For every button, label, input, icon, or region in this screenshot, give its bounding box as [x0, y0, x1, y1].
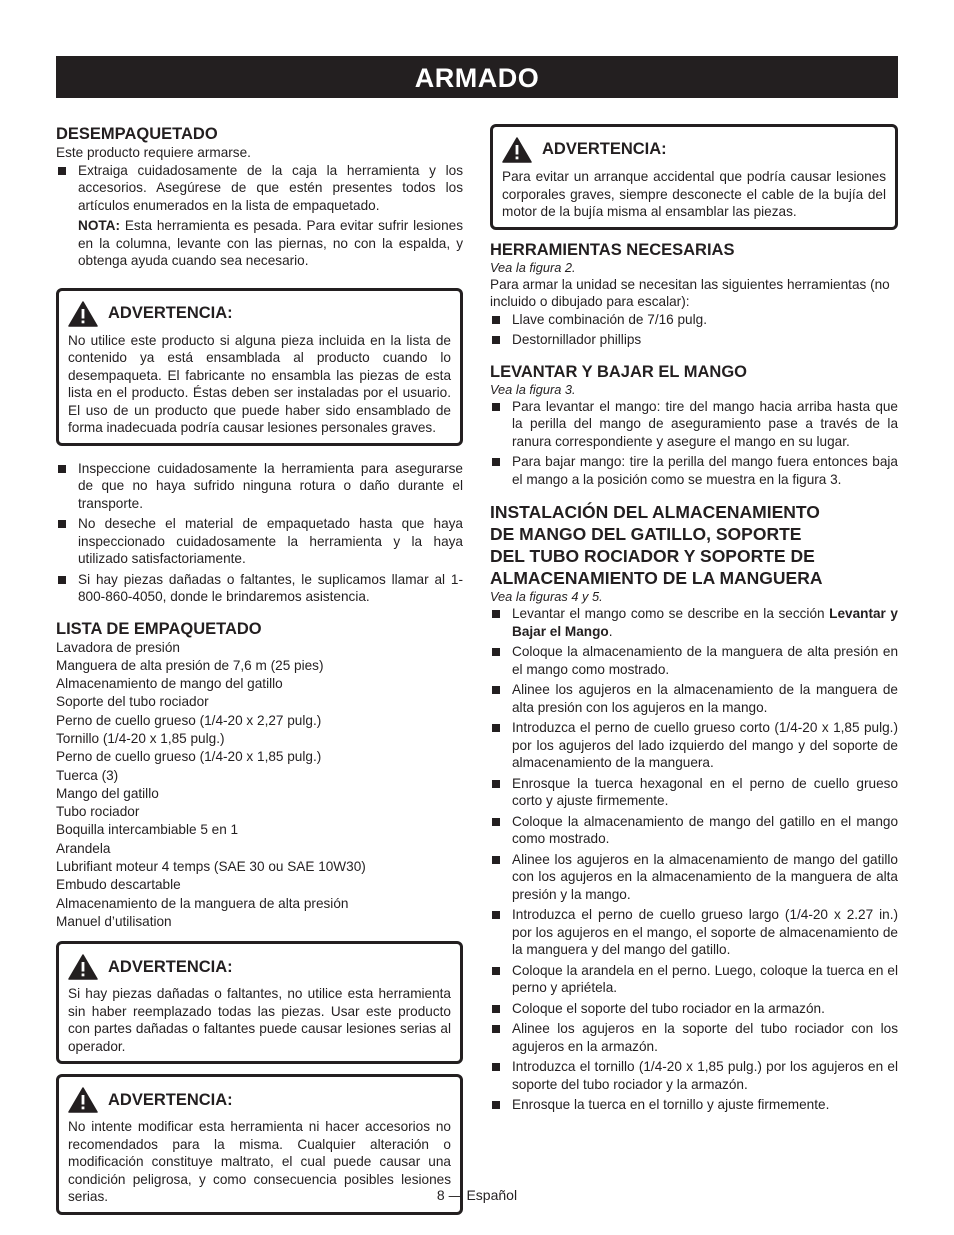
warning-text: Si hay piezas dañadas o faltantes, no utilice esta herramienta sin haber reemplazado todas las piezas. Usar este producto con partes dañadas o faltantes puede causar lesiones serias al operador.	[68, 986, 451, 1054]
list-item: Coloque el soporte del tubo rociador en la armazón.	[490, 1000, 898, 1018]
list-item	[490, 605, 898, 640]
list-item: Coloque la arandela en el perno. Luego, coloque la tuerca en el perno y apriétela.	[490, 962, 898, 997]
packing-item: Lubrifiant moteur 4 temps (SAE 30 ou SAE 10W30)	[56, 859, 366, 875]
title-line: INSTALACIÓN DEL ALMACENAMIENTO	[490, 502, 820, 522]
packing-item: Mango del gatillo	[56, 785, 159, 801]
installation-list	[490, 605, 898, 1114]
packing-item: Perno de cuello grueso (1/4-20 x 1,85 pulg.)	[56, 749, 322, 765]
packing-item: Arandela	[56, 840, 111, 856]
warning-title: ADVERTENCIA:	[542, 140, 667, 159]
list-item: Introduzca el tornillo (1/4-20 x 1,85 pulg.) por los agujeros en el soporte del tubo rociador y la armazón.	[490, 1058, 898, 1093]
list-item: Alinee los agujeros en la almacenamiento de la manguera de alta presión con los agujeros en la mango.	[490, 681, 898, 716]
tools-list	[490, 311, 898, 349]
page-title-banner: ARMADO	[56, 56, 898, 98]
packing-item: Manguera de alta presión de 7,6 m (25 pies)	[56, 657, 324, 673]
list-item: Alinee los agujeros en la almacenamiento de mango del gatillo con los agujeros en la almacenamiento de la manguera de alta presión y la mango.	[490, 851, 898, 904]
section-reference: Levantar y Bajar el Mango	[512, 606, 898, 639]
packing-item: Lavadora de presión	[56, 639, 180, 655]
packing-item: Almacenamiento de mango del gatillo	[56, 676, 283, 692]
list-item: Para levantar el mango: tire del mango hacia arriba hasta que la perilla del mango de aseguramiento pase a través de la ranura correspondiente y asegure el mango en su lugar.	[490, 398, 898, 451]
list-item: Destornillador phillips	[490, 331, 898, 349]
inspection-list	[56, 460, 463, 606]
packing-item: Embudo descartable	[56, 877, 181, 893]
packing-item: Perno de cuello grueso (1/4-20 x 2,27 pulg.)	[56, 712, 322, 728]
packing-item: Soporte del tubo rociador	[56, 694, 209, 710]
packing-item: Almacenamiento de la manguera de alta presión	[56, 895, 349, 911]
packing-item: Tubo rociador	[56, 804, 140, 820]
left-column	[56, 124, 463, 1215]
note-text: Esta herramienta es pesada. Para evitar sufrir lesiones en la columna, levante con las piernas, no con la espalda, y obtenga ayuda cuando sea necesario.	[78, 218, 463, 268]
packing-item: Tuerca (3)	[56, 767, 119, 783]
title-line: DEL TUBO ROCIADOR Y SOPORTE DE	[490, 546, 815, 566]
warning-box	[56, 288, 463, 446]
list-item: Alinee los agujeros en la soporte del tubo rociador con los agujeros en la armazón.	[490, 1020, 898, 1055]
warning-title: ADVERTENCIA:	[108, 303, 233, 322]
warning-title: ADVERTENCIA:	[108, 957, 233, 976]
list-item: Inspeccione cuidadosamente la herramienta para asegurarse de que no haya sufrido ninguna rotura o daño durante el transporte.	[56, 460, 463, 513]
figure-reference: Vea la figuras 4 y 5.	[490, 589, 603, 604]
warning-title: ADVERTENCIA:	[108, 1090, 233, 1109]
note-label: NOTA:	[78, 218, 121, 233]
list-item: Introduzca el perno de cuello grueso largo (1/4-20 x 2.27 in.) por los agujeros en el mango, el soporte de almacenamiento de la manguera y del mango del gatillo.	[490, 906, 898, 959]
section-title-desempaquetado: DESEMPAQUETADO	[56, 125, 218, 143]
page-footer: 8 — Español	[436, 1187, 518, 1203]
list-item: Llave combinación de 7/16 pulg.	[490, 311, 898, 329]
list-item: No deseche el material de empaquetado hasta que haya inspeccionado cuidadosamente la herramienta y la haya utilizado satisfactoriamente.	[56, 515, 463, 568]
title-line: DE MANGO DEL GATILLO, SOPORTE	[490, 524, 802, 544]
packing-item: Manuel d’utilisation	[56, 913, 172, 929]
list-item: Introduzca el perno de cuello grueso corto (1/4-20 x 1,85 pulg.) por los agujeros del lado izquierdo del mango y del soporte de almacenamiento de la manguera.	[490, 719, 898, 772]
list-item-end: .	[608, 623, 613, 639]
packing-item: Boquilla intercambiable 5 en 1	[56, 822, 239, 838]
warning-triangle-icon	[68, 1087, 98, 1113]
tools-intro: Para armar la unidad se necesitan las siguientes herramientas (no incluido o dibujado para escalar):	[490, 276, 890, 309]
warning-text: Para evitar un arranque accidental que podría causar lesiones corporales graves, siempre desconecte el cable de la bujía del motor de la bujía misma al ensamblar las piezas.	[502, 169, 886, 219]
warning-triangle-icon	[68, 954, 98, 980]
warning-text: No utilice este producto si alguna pieza incluida en la lista de contenido ya está ensamblada al producto cuando lo desempaqueta. El fabricante no ensambla las piezas de esta lista en el producto. Éstas deben ser instaladas por el usuario. El uso de un producto que puede haber sido ensamblado de forma inadecuada podría causar lesiones personales graves.	[68, 332, 451, 435]
warning-text: No intente modificar esta herramienta ni hacer accesorios no recomendados para la misma. Cualquier alteración o modificación constituye maltrato, el cual puede causar una condición peligrosa, y como consecuencia posibles lesiones serias.	[68, 1119, 451, 1205]
note	[56, 217, 463, 270]
right-column	[490, 124, 898, 1117]
list-item: Para bajar mango: tire la perilla del mango fuera entonces baja el mango a la posición como se muestra en la figura 3.	[490, 453, 898, 488]
packing-item: Tornillo (1/4-20 x 1,85 pulg.)	[56, 730, 225, 746]
handle-list	[490, 398, 898, 489]
warning-triangle-icon	[502, 137, 532, 163]
warning-triangle-icon	[68, 301, 98, 327]
figure-reference: Vea la figura 2.	[490, 259, 576, 275]
title-line: ALMACENAMIENTO DE LA MANGUERA	[490, 568, 823, 588]
packing-list	[56, 639, 463, 932]
list-item: Extraiga cuidadosamente de la caja la herramienta y los accesorios. Asegúrese de que estén presentes todos los artículos enumerados en la lista de empaquetado.	[56, 162, 463, 215]
warning-box	[56, 941, 463, 1064]
figure-reference: Vea la figura 3.	[490, 381, 576, 397]
list-item: Coloque la almacenamiento de mango del gatillo en el mango como mostrado.	[490, 813, 898, 848]
section-title-instalacion	[490, 501, 898, 589]
intro-text: Este producto requiere armarse.	[56, 145, 251, 160]
list-item: Si hay piezas dañadas o faltantes, le suplicamos llamar al 1-800-860-4050, donde le brindaremos asistencia.	[56, 571, 463, 606]
list-item: Enrosque la tuerca en el tornillo y ajuste firmemente.	[490, 1096, 898, 1114]
section-title-levantar: LEVANTAR Y BAJAR EL MANGO	[490, 362, 747, 381]
warning-box	[490, 124, 898, 230]
list-item: Coloque la almacenamiento de la manguera de alta presión en el mango como mostrado.	[490, 643, 898, 678]
section-title-herramientas: HERRAMIENTAS NECESARIAS	[490, 240, 735, 259]
list-item-text: Levantar el mango como se describe en la sección	[512, 606, 830, 621]
section-title-lista: LISTA DE EMPAQUETADO	[56, 619, 262, 638]
list-item: Enrosque la tuerca hexagonal en el perno de cuello grueso corto y ajuste firmemente.	[490, 775, 898, 810]
unpack-list	[56, 162, 463, 215]
